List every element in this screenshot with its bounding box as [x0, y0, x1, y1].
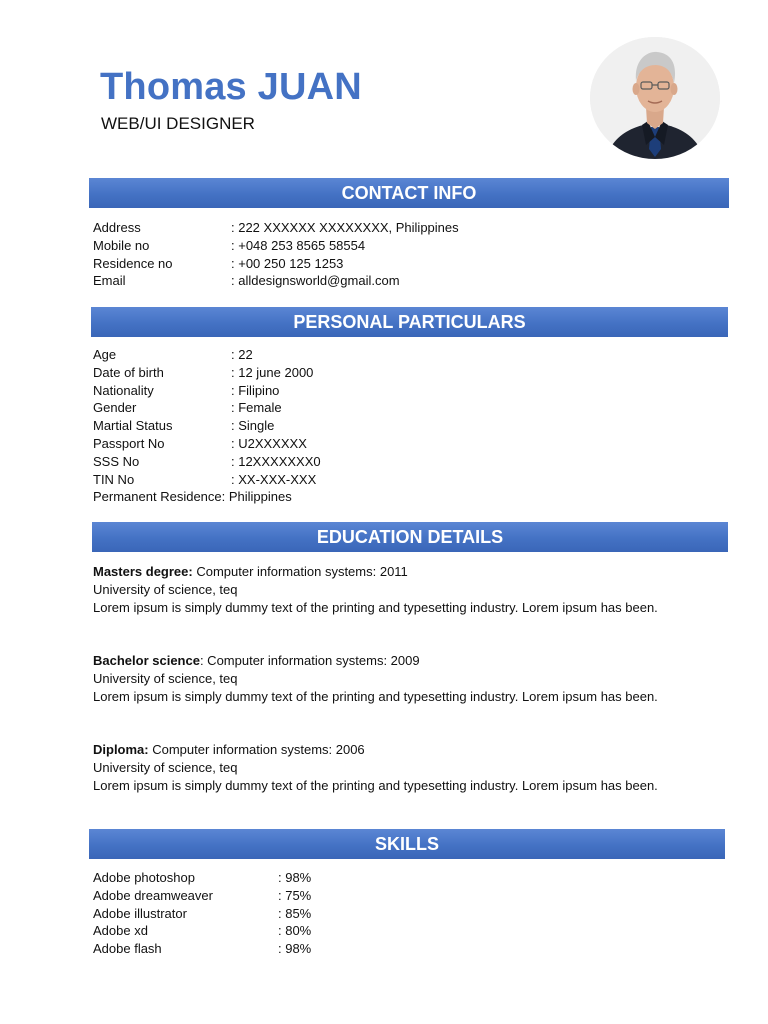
- degree-program: Computer information systems: 2011: [192, 564, 408, 579]
- education-heading-line: [93, 741, 683, 759]
- field-value: : Philippines: [221, 489, 292, 505]
- education-entry: [93, 741, 683, 795]
- skill-level: : 98%: [278, 870, 312, 885]
- field-label: Nationality: [93, 382, 154, 398]
- personal-row: [93, 364, 321, 382]
- profile-photo: [590, 37, 720, 159]
- skill-row: [93, 887, 311, 905]
- education-heading-line: [93, 563, 683, 581]
- skill-name: Adobe photoshop: [93, 870, 195, 885]
- field-value: : 12XXXXXXX0: [231, 453, 321, 469]
- school-name: University of science, teq: [93, 582, 238, 597]
- field-value: : +048 253 8565 58554: [231, 237, 366, 253]
- field-value: : Filipino: [231, 382, 280, 398]
- personal-row: [93, 488, 321, 506]
- field-value: : alldesignsworld@gmail.com: [231, 273, 400, 289]
- field-value: : U2XXXXXX: [231, 435, 307, 451]
- skill-level: : 85%: [278, 905, 312, 921]
- degree-label: Masters degree:: [93, 564, 193, 579]
- personal-row: [93, 417, 321, 435]
- skill-row: [93, 922, 311, 940]
- contact-row: [93, 237, 459, 255]
- section-header-education: EDUCATION DETAILS: [92, 522, 728, 552]
- personal-row: [93, 399, 321, 417]
- contact-info-list: [93, 219, 459, 290]
- job-title: WEB/UI DESIGNER: [101, 114, 255, 133]
- personal-particulars-list: [93, 346, 321, 506]
- field-value: : 222 XXXXXX XXXXXXXX, Philippines: [231, 220, 459, 235]
- field-label: Gender: [93, 400, 137, 416]
- school-name: University of science, teq: [93, 760, 238, 775]
- degree-label: Diploma:: [93, 742, 149, 757]
- education-description: Lorem ipsum is simply dummy text of the printing and typesetting industry. Lorem ipsum has been.: [93, 689, 658, 704]
- skill-level: : 80%: [278, 923, 312, 939]
- skill-level: : 75%: [278, 887, 312, 903]
- personal-row: [93, 435, 321, 453]
- field-label: Email: [93, 273, 126, 289]
- skill-name: Adobe xd: [93, 923, 148, 939]
- contact-row: [93, 272, 459, 290]
- field-label: Mobile no: [93, 237, 150, 253]
- field-label: SSS No: [93, 453, 140, 469]
- field-label: Permanent Residence: [93, 489, 222, 505]
- personal-row: [93, 471, 321, 489]
- field-value: : Female: [231, 400, 282, 416]
- education-entry: [93, 652, 683, 706]
- skill-row: [93, 940, 311, 958]
- section-header-personal: PERSONAL PARTICULARS: [91, 307, 728, 337]
- school-name: University of science, teq: [93, 671, 238, 686]
- candidate-name: Thomas JUAN: [100, 66, 362, 108]
- field-label: Residence no: [93, 255, 173, 271]
- skill-name: Adobe illustrator: [93, 905, 187, 921]
- education-description: Lorem ipsum is simply dummy text of the printing and typesetting industry. Lorem ipsum has been.: [93, 778, 658, 793]
- skill-row: [93, 869, 311, 887]
- field-label: Passport No: [93, 435, 165, 451]
- field-label: Age: [93, 347, 117, 362]
- skill-level: : 98%: [278, 941, 312, 957]
- field-value: : 22: [231, 347, 253, 362]
- field-label: Address: [93, 220, 141, 235]
- degree-program: Computer information systems: 2006: [148, 742, 365, 757]
- skill-name: Adobe dreamweaver: [93, 887, 213, 903]
- personal-row: [93, 382, 321, 400]
- skills-list: [93, 869, 311, 958]
- degree-label: Bachelor science: [93, 653, 200, 668]
- personal-row: [93, 346, 321, 364]
- degree-program: : Computer information systems: 2009: [199, 653, 420, 668]
- education-description: Lorem ipsum is simply dummy text of the printing and typesetting industry. Lorem ipsum has been.: [93, 600, 658, 615]
- contact-row: [93, 219, 459, 237]
- section-header-contact: CONTACT INFO: [89, 178, 729, 208]
- skill-name: Adobe flash: [93, 941, 162, 957]
- field-value: : +00 250 125 1253: [231, 255, 344, 271]
- education-entry: [93, 563, 683, 617]
- field-value: : 12 june 2000: [231, 364, 314, 380]
- field-value: : Single: [231, 418, 275, 434]
- field-label: Date of birth: [93, 364, 164, 380]
- education-heading-line: [93, 652, 683, 670]
- personal-row: [93, 453, 321, 471]
- contact-row: [93, 255, 459, 273]
- field-label: TIN No: [93, 471, 135, 487]
- field-value: : XX-XXX-XXX: [231, 471, 317, 487]
- field-label: Martial Status: [93, 418, 173, 434]
- skill-row: [93, 905, 311, 923]
- section-header-skills: SKILLS: [89, 829, 725, 859]
